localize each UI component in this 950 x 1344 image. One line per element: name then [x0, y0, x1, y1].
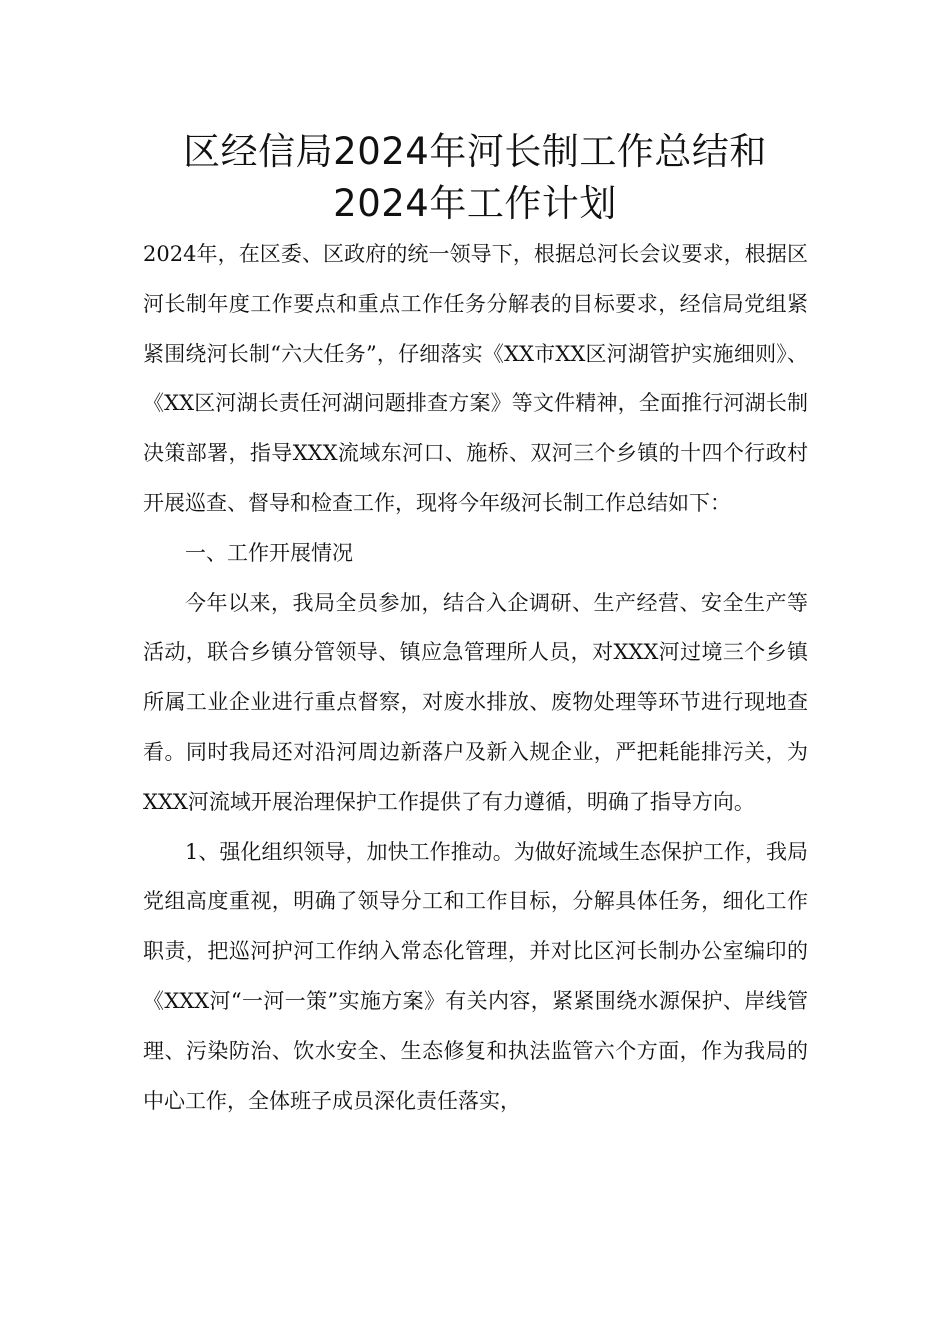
paragraph-work-status: 今年以来，我局全员参加，结合入企调研、生产经营、安全生产等活动，联合乡镇分管领导、镇应急管理所人员，对XXX河过境三个乡镇所属工业企业进行重点督察，对废水排放、废物处理等环节进行现地查看。同时我局还对沿河周边新落户及新入规企业，严把耗能排污关，为XXX河流域开展治理保护工作提供了有力遵循，明确了指导方向。: [143, 590, 808, 814]
title-line-1: 区经信局2024年河长制工作总结和: [183, 130, 767, 173]
document-body: [143, 230, 808, 1126]
paragraph-organization: 1、强化组织领导，加快工作推动。为做好流域生态保护工作，我局党组高度重视，明确了领导分工和工作目标，分解具体任务，细化工作职责，把巡河护河工作纳入常态化管理，并对比区河长制办公室编印的《XXX河“一河一策”实施方案》有关内容，紧紧围绕水源保护、岸线管理、污染防治、饮水安全、生态修复和执法监管六个方面，作为我局的中心工作，全体班子成员深化责任落实，: [143, 839, 808, 1113]
paragraph-intro: 2024年，在区委、区政府的统一领导下，根据总河长会议要求，根据区河长制年度工作要点和重点工作任务分解表的目标要求，经信局党组紧紧围绕河长制“六大任务”，仔细落实《XX市XX区河湖管护实施细则》、《XX区河湖长责任河湖问题排查方案》等文件精神，全面推行河湖长制决策部署，指导XXX流域东河口、施桥、双河三个乡镇的十四个行政村开展巡查、督导和检查工作，现将今年级河长制工作总结如下：: [143, 242, 808, 515]
section-heading-work-status: 一、工作开展情况: [185, 540, 353, 565]
document-title: [0, 126, 950, 230]
title-line-2: 2024年工作计划: [333, 182, 617, 225]
